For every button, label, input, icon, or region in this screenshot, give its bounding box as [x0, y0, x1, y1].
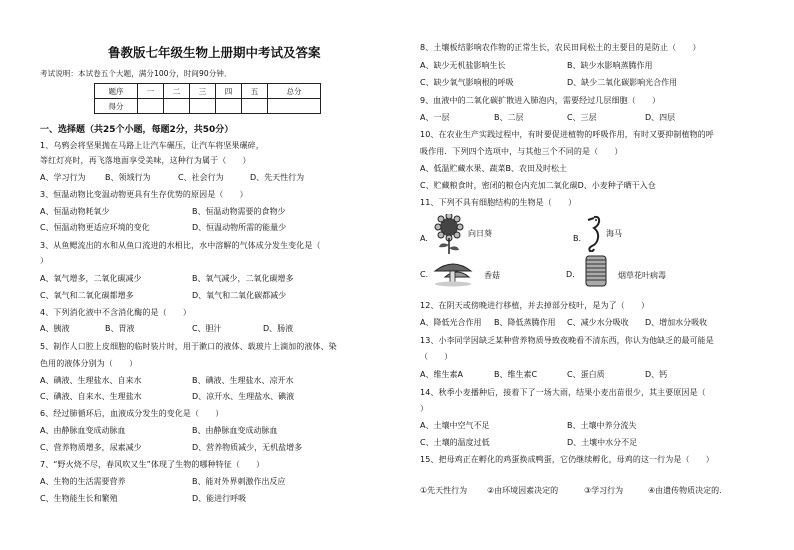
- option[interactable]: D、先天性行为: [250, 173, 305, 182]
- question-text: 4、下列消化液中不含消化酶的是（ ）: [40, 308, 191, 317]
- option[interactable]: ④由遗传物质决定的.: [648, 486, 722, 495]
- image-label: 向日葵: [468, 229, 492, 238]
- option[interactable]: A、恒温动物耗氧少: [40, 207, 110, 216]
- score-cell[interactable]: [164, 99, 190, 114]
- option[interactable]: D、肠液: [263, 324, 294, 333]
- question-text: 8、土壤板结影响农作物的正常生长，农民田间松土的主要目的是防止（ ）: [420, 43, 701, 52]
- option[interactable]: C、三层: [567, 113, 597, 122]
- option[interactable]: C、减少水分吸收: [567, 318, 629, 327]
- score-cell[interactable]: [242, 99, 268, 114]
- image-label: 香菇: [484, 271, 500, 280]
- option[interactable]: D、能进行呼吸: [192, 494, 247, 503]
- question-text: 3、从鱼鳃流出的水和从鱼口流进的水相比，水中溶解的气体成分发生变化是（: [40, 241, 321, 250]
- option[interactable]: C、营养物质增多，尿素减少: [40, 443, 142, 452]
- question-text: 14、秋季小麦播种后，接着下了一场大雨，结果小麦出苗很少，其主要原因是（: [420, 388, 722, 397]
- option[interactable]: B、降低蒸腾作用: [494, 318, 556, 327]
- question-text: 9、血液中的二氧化碳扩散进入肺泡内，需要经过几层细胞（ ）: [420, 96, 661, 105]
- option[interactable]: ③学习行为: [584, 486, 624, 495]
- option[interactable]: D、营养物质减少，无机盐增多: [192, 443, 303, 452]
- option[interactable]: B.: [573, 234, 582, 243]
- option[interactable]: D、钙: [645, 370, 668, 379]
- score-header-cell: 题序: [95, 84, 138, 99]
- score-header-cell: 总分: [268, 84, 321, 99]
- option[interactable]: C、缺少氧气影响根的呼吸: [420, 78, 514, 87]
- question-text: 3、恒温动物比变温动物更具有生存优势的原因是（ ）: [40, 190, 248, 199]
- option[interactable]: B、氧气减少，二氧化碳增多: [192, 274, 294, 283]
- score-cell[interactable]: [216, 99, 242, 114]
- score-header-cell: 二: [164, 84, 190, 99]
- option[interactable]: C.: [420, 270, 429, 279]
- image-label: 海马: [606, 229, 622, 238]
- option[interactable]: ②由环境因素决定的: [487, 486, 559, 495]
- option[interactable]: A、氧气增多，二氧化碳减少: [40, 274, 142, 283]
- option[interactable]: D、增加水分吸收: [645, 318, 708, 327]
- question-text: ）: [40, 256, 49, 265]
- question-text: 10、在农业生产实践过程中，有时要促进植物的呼吸作用，有时又要抑制植物的呼: [420, 130, 714, 139]
- option[interactable]: C、蛋白质: [567, 370, 605, 379]
- option[interactable]: D、凉开水、生理盐水、碘液: [192, 392, 295, 401]
- option[interactable]: A、生物的生活需要营养: [40, 477, 126, 486]
- score-header-cell: 五: [242, 84, 268, 99]
- option[interactable]: D、缺少二氧化碳影响光合作用: [567, 78, 678, 87]
- image-label: 烟草花叶病毒: [618, 271, 666, 280]
- option[interactable]: A、维生素A: [420, 370, 463, 379]
- option[interactable]: C、社会行为: [178, 173, 224, 182]
- option[interactable]: C、氧气和二氧化碳都增多: [40, 291, 134, 300]
- option[interactable]: A.: [420, 234, 428, 243]
- question-text: ）: [420, 404, 429, 413]
- option[interactable]: B、维生素C: [494, 370, 538, 379]
- option[interactable]: A、低温贮藏水果、蔬菜B、农田及时松土: [420, 164, 567, 173]
- question-text: （ ）: [420, 352, 453, 361]
- score-row-label: 得分: [95, 99, 138, 114]
- option[interactable]: A、一层: [420, 113, 450, 122]
- score-header-cell: 三: [190, 84, 216, 99]
- option[interactable]: C、碘液、自来水、生理盐水: [40, 392, 142, 401]
- score-cell[interactable]: [138, 99, 164, 114]
- option[interactable]: C、土壤的温度过低: [420, 438, 490, 447]
- option[interactable]: C、贮藏粮食时，密闭的粮仓内充加二氧化碳D、小麦种子晒干入仓: [420, 181, 656, 190]
- option[interactable]: B、土壤中养分流失: [567, 421, 637, 430]
- option[interactable]: B、胃液: [105, 324, 135, 333]
- option[interactable]: D、恒温动物所需的能量少: [192, 223, 287, 232]
- option[interactable]: B、恒温动物需要的食物少: [192, 207, 286, 216]
- option[interactable]: B、由静脉血变成动脉血: [192, 426, 278, 435]
- score-cell[interactable]: [190, 99, 216, 114]
- option[interactable]: D、四层: [645, 113, 676, 122]
- option[interactable]: B、缺少水影响蒸腾作用: [567, 61, 653, 70]
- exam-title: 鲁教版七年级生物上册期中考试及答案: [108, 45, 321, 60]
- sunflower-image: [433, 214, 465, 254]
- option[interactable]: A、碘液、生理盐水、自来水: [40, 376, 142, 385]
- question-text: 色用的液体分别为（ ）: [40, 359, 138, 368]
- score-table: [94, 83, 321, 114]
- mushroom-image: [431, 257, 475, 287]
- score-header-cell: 一: [138, 84, 164, 99]
- option[interactable]: A、缺少无机盐影响生长: [420, 61, 506, 70]
- option[interactable]: D.: [566, 270, 575, 279]
- question-text: 12、在阴天或傍晚进行移植，并去掉部分枝叶，是为了（ ）: [420, 301, 650, 310]
- question-text: 5、制作人口腔上皮细胞的临时装片时，用于漱口的液体、载玻片上滴加的液体、染: [40, 342, 337, 351]
- score-cell[interactable]: [268, 99, 321, 114]
- question-text: 等红灯亮时，再飞落地面享受美味，这种行为属于（ ）: [40, 156, 251, 165]
- option[interactable]: A、胰液: [40, 324, 70, 333]
- seahorse-image: [584, 214, 604, 252]
- question-text: 15、把母鸡正在孵化的鸡蛋换成鸭蛋，它仍继续孵化，母鸡的这一行为是（ ）: [420, 455, 714, 464]
- question-text: 7、“野火烧不尽，春风吹又生”体现了生物的哪种特征（ ）: [40, 460, 265, 469]
- option[interactable]: D、土壤中水分不足: [567, 438, 638, 447]
- option[interactable]: A、学习行为: [40, 173, 86, 182]
- question-text: 1、乌鸦会将坚果抛在马路上让汽车碾压，让汽车将坚果碾碎，: [40, 141, 264, 150]
- option[interactable]: A、土壤中空气不足: [420, 421, 490, 430]
- option[interactable]: C、生物能生长和繁殖: [40, 494, 118, 503]
- option[interactable]: B、领域行为: [105, 173, 151, 182]
- score-header-cell: 四: [216, 84, 242, 99]
- option[interactable]: B、二层: [494, 113, 524, 122]
- question-text: 吸作用．下列四个选项中，与其他三个不同的是（ ）: [420, 147, 623, 156]
- option[interactable]: A、由静脉血变成动脉血: [40, 426, 126, 435]
- option[interactable]: C、胆汁: [192, 324, 222, 333]
- virus-image: [578, 254, 614, 288]
- option[interactable]: C、恒温动物更适应环境的变化: [40, 223, 150, 232]
- question-text: 6、经过肺循环后，血液成分发生的变化是（ ）: [40, 409, 224, 418]
- exam-instructions: 考试说明：本试卷五个大题，满分100分，时间90分钟．: [40, 69, 232, 78]
- option[interactable]: B、能对外界刺激作出反应: [192, 477, 286, 486]
- option[interactable]: ①先天性行为: [420, 486, 468, 495]
- option[interactable]: A、降低光合作用: [420, 318, 482, 327]
- section-heading: 一、选择题（共25个小题，每题2分，共50分）: [40, 125, 234, 135]
- option[interactable]: B、碘液、生理盐水、凉开水: [192, 376, 294, 385]
- option[interactable]: D、氧气和二氧化碳都减少: [192, 291, 287, 300]
- question-text: 13、小李同学因缺乏某种营养物质导致夜晚看不清东西，你认为他缺乏的最可能是: [420, 336, 714, 345]
- question-text: 11、下列不具有细胞结构的生物是（ ）: [420, 198, 577, 207]
